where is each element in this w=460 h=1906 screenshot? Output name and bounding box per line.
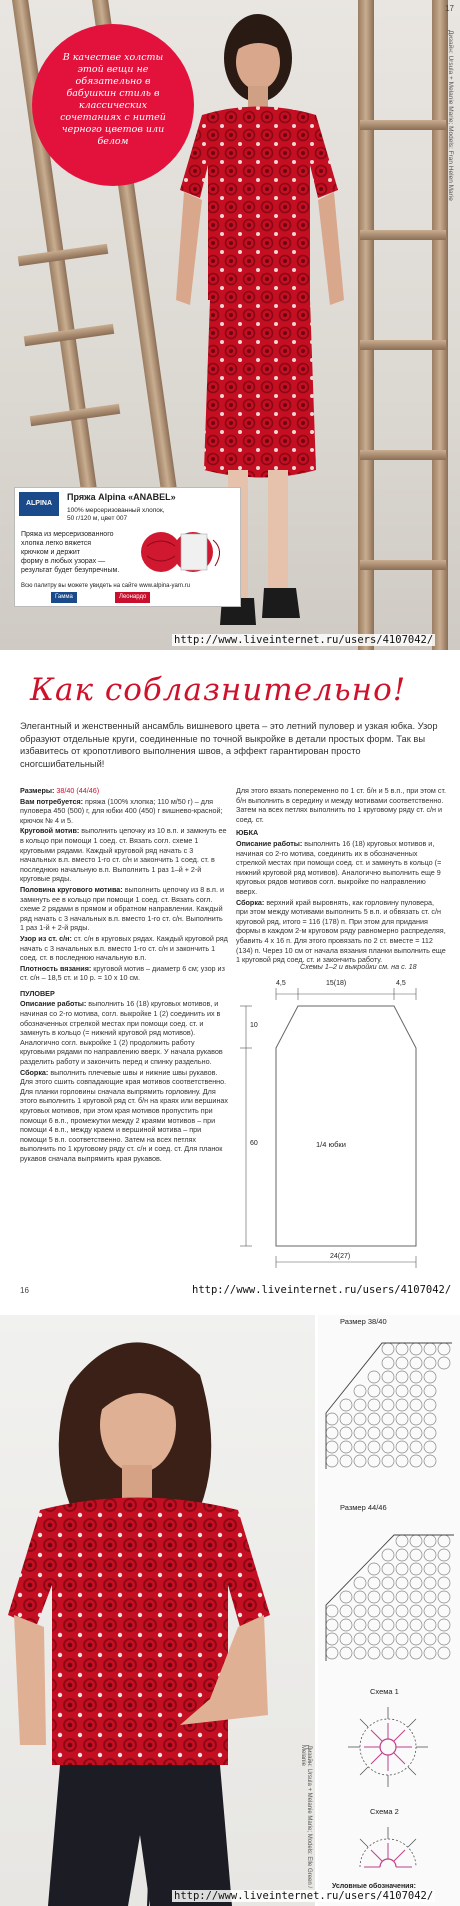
yarn-spec-2: 50 г/120 м, цвет 007 [67,515,128,522]
scheme-1-diagram [340,1699,436,1795]
motif-label: Круговой мотив: [20,826,80,836]
yarn-desc-line: форму в любых узорах — [21,558,106,565]
pattern-piece-label: 1/4 юбки [316,1140,346,1149]
scheme-heading: Схема 1 [370,1687,399,1696]
yarn-desc-line: крючком и держит [21,549,81,556]
density-label: Плотность вязания: [20,963,92,973]
pullover-assembly-label: Сборка: [20,1067,49,1077]
page-number: 17 [445,4,454,13]
half-motif-text: выполнить цепочку из 8 в.п. и замкнуть ее в кольцо при помощи 1 соед. ст. Вязать согл. схеме 2 рядами в прямом и обратном направлении. Каждый ряд начать с 3 начальных в.п. вместо 1-го ст. с/н. Выполнить 1 раз 1-й + 2-й ряды. [20,884,224,933]
pattern-dim: 10 [250,1022,258,1029]
density-text: круговой мотив – диаметр 6 см; узор из ст. с/н – 18,5 ст. и 10 р. = 10 х 10 см. [20,963,225,983]
scheme-heading: Схема 2 [370,1807,399,1816]
sizes-value: 38/40 (44/46) [56,786,100,795]
source-url-link[interactable]: http://www.liveinternet.ru/users/4107042/ [174,1890,434,1902]
designer-credit: Дизайн: Ursula + Melanie Marie; Models: Fran Helen Marie [447,30,454,201]
skirt-desc-label: Описание работы: [236,838,303,848]
partner-logo: Гамма [51,592,77,603]
burst-text: В качестве холсты этой вещи не обязательно в бабушкин стиль в классических сочетаниях с нитей черного цветов или белом [60,52,166,147]
skirt-assembly-text: верхний край выровнять, как горловину пуловера, при этом между мотивами выполнить 5 в.п. и обвязать ст. с/н круговой ряд, итого = 116 (178) п. При этом для придания формы в каждом 2-м круговом ряду равномерно распределяя, убавить 4 х 16 п. Для этого провязать по 2 ст. вместе = 112 (134) п. Через 10 см от начала вязания планки выполнить еще 1 круговой ряд соед. ст. и закончить работу. [236,897,446,965]
yarn-desc-line: Пряжа из мерсеризованного [21,531,114,538]
skirt-heading: ЮБКА [236,828,259,838]
schemes-column [318,1315,460,1906]
pullover-heading: ПУЛОВЕР [20,988,55,998]
article-title: Как соблазнительно! [30,672,407,708]
neck-edge-text: Для этого вязать попеременно по 1 ст. б/н и 5 в.п., при этом ст. б/н выполнить в середину и между мотивами соответственно. Затем на всех петлях выполнить по 1 круговому ряду ст. с/н и соед. ст. [236,786,446,824]
size-heading: Размер 44/46 [340,1503,387,1512]
motif-text: выполнить цепочку из 10 в.п. и замкнуть ее в кольцо при помощи 1 соед. ст. Вязать согл. схеме 1 круговыми рядами. Каждый круговой ряд начать с 3 начальных в.п. вместо 1-го ст. с/н и закончить 1 соед. ст. в последнюю начальную в.п. Выполнить 1 раз 1–й + 2-й круговые ряды. [20,826,227,884]
pullover-layout-size-44 [322,1515,458,1675]
pullover-assembly-text: выполнить плечевые швы и нижние швы рукавов. Для этого сшить совпадающие края мотивов соответственно. Для планки горловины сначала выпрямить горловину. Для этого выполнить 1 круговой ряд ст. б/н на краях или вершинах круговых мотивов, при этом края мотивов пропустить при помощи 6 в.п., промежутки между 2 краями мотивов – при помощи 4 в.п., между краем и вершиной мотива – при помощи 5 в.п. соответственно. Затем на всех петлях выполнить по 1 круговому ряду ст. с/н и соед. ст. Для планок рукавов сначала выпрямить края рукавов. [20,1067,228,1163]
alpina-logo: ALPINA [19,492,59,516]
yarn-desc [21,530,131,575]
yarn-balls-image [137,522,233,578]
yarn-site: Всю палитру вы можете увидеть на сайте www.alpina-yarn.ru [21,583,191,589]
stitch-pattern-text: ст. с/н в круговых рядах. Каждый круговой ряд начать с 3 начальных в.п. вместо 1-го ст. с/н и закончить 1 соед. ст. в последнюю начальную в.п. [20,933,228,963]
partner-logo: Леонардо [115,592,150,603]
ladder-rung [360,560,446,570]
yarn-ad [14,487,241,607]
yarn-title: Пряжа Alpina «ANABEL» [67,492,176,502]
skirt-pattern-diagram [236,976,446,1274]
pattern-dim: 60 [250,1140,258,1147]
ladder-rung [360,120,446,130]
skirt-desc-text: выполнить 16 (18) круговых мотивов и, начиная со 2-го мотива, соединить их в обозначенных стрелкой местах при помощи соед. ст. и замкнуть в кольцо (= нижний круговой ряд мотивов). Аналогично выполнить еще 9 круговых рядов мотивов согл. выкройке по направлению вверх. [236,838,442,896]
pattern-dim: 4,5 [276,980,286,987]
photo-page-17 [0,0,460,650]
scheme-2-diagram [340,1819,436,1873]
model-photo [0,1315,315,1906]
legend-title: Условные обозначения: [332,1883,416,1890]
source-url-link[interactable]: http://www.liveinternet.ru/users/4107042/ [192,1284,452,1296]
column-right [236,786,446,966]
photo-credit: Дизайн: Ursula + Melanie Marie; Models: Elle Green / Melanie [300,1745,312,1889]
pullover-desc-text: выполнить 16 (18) круговых мотивов, и начиная со 2-го мотива, согл. выкройке 1 (2) соединить их в обозначенных стрелкой местах при помощи соед. ст. и замкнуть в кольцо (= нижний круговой ряд мотивов). Аналогично согл. выкройке 1 (2) продолжить работу круговыми рядами по направлению вверх. У начала рукавов разделить работу и закончить перед и спинку раздельно. [20,999,223,1067]
promo-burst [38,30,188,180]
skirt-assembly-label: Сборка: [236,897,265,907]
ladder-rung [360,450,446,460]
pattern-dim: 4,5 [396,980,406,987]
yarn-desc-line: хлопка легко вяжется [21,540,92,547]
ladder-rung [360,340,446,350]
source-url-link[interactable]: http://www.liveinternet.ru/users/4107042/ [174,634,434,646]
model-photo-2 [0,1315,315,1906]
size-heading: Размер 38/40 [340,1317,387,1326]
scheme-reference: Схемы 1–2 и выкройки см. на с. 18 [300,962,417,971]
stitch-pattern-label: Узор из ст. с/н: [20,933,72,943]
column-left [20,786,228,1165]
materials-label: Вам потребуется: [20,796,84,806]
pullover-desc-label: Описание работы: [20,999,87,1009]
yarn-spec-1: 100% мерсеризованный хлопок, [67,507,165,514]
pattern-dim: 15(18) [326,980,347,987]
yarn-desc-line: результат будет безупречным. [21,567,120,574]
pullover-layout-size-38 [322,1329,458,1489]
ladder-rail [432,0,448,650]
article-lead: Элегантный и женственный ансамбль вишневого цвета – это летний пуловер и узкая юбка. Узор образуют отдельные круги, соединенные по точной выкройке в детали простых форм. Так вы избавитесь от кропотливого выполнения швов, а эффект гарантирован просто сногсшибательный! [20,721,438,769]
pattern-dim: 24(27) [330,1253,351,1260]
half-motif-label: Половина кругового мотива: [20,884,123,894]
photo-page-18 [0,1315,460,1906]
ladder-rung [360,230,446,240]
materials-text: пряжа (100% хлопка; 110 м/50 г) – для пуловера 450 (500) г, для юбки 400 (450) г вишнево-красной; крючок № 4 и 5. [20,796,223,825]
text-page-16 [0,650,460,1315]
page-number: 16 [20,1286,29,1295]
sizes-label: Размеры: [20,786,55,795]
